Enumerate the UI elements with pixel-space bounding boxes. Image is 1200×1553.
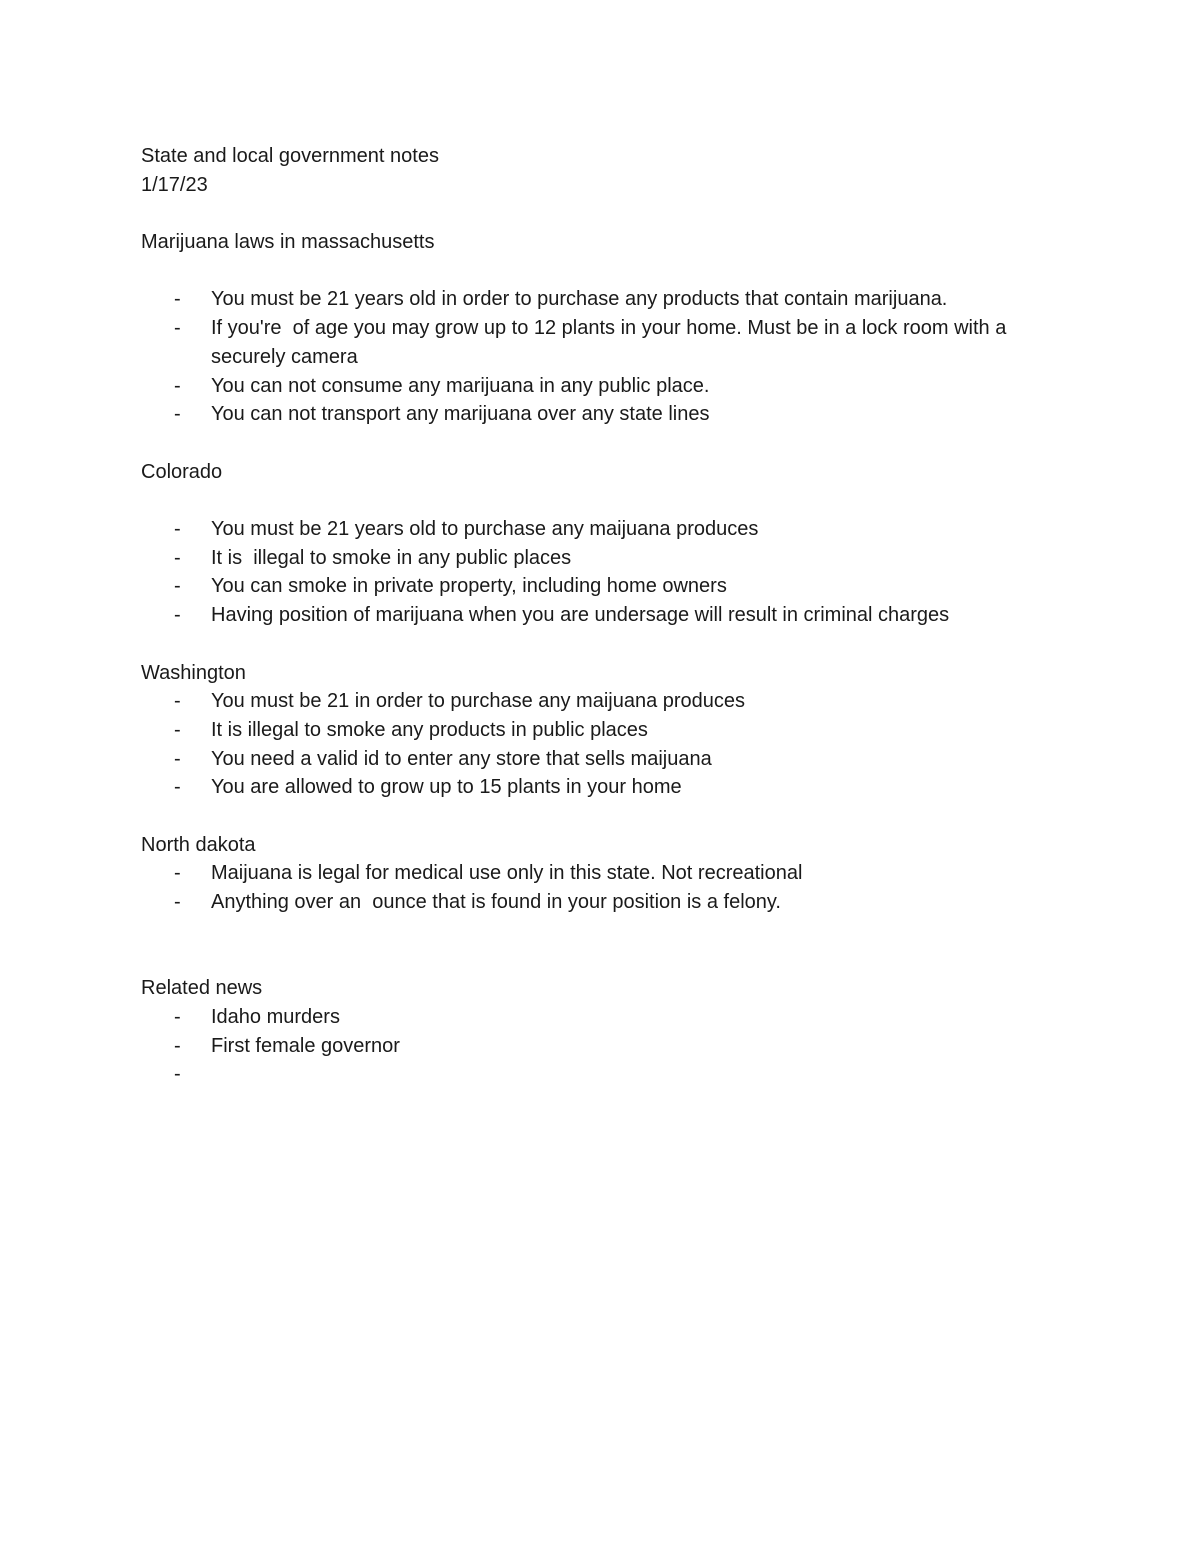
list-item-text: You can not consume any marijuana in any public place. [211,374,710,397]
list-item [141,314,1081,371]
list-item [141,1032,1081,1061]
document-title: State and local government notes [141,145,439,167]
bullet-dash: - [174,518,181,541]
list-item [141,745,1081,774]
bullet-dash: - [174,1034,181,1057]
bullet-dash: - [174,862,181,885]
list-item-text: Anything over an ounce that is found in your position is a felony. [211,891,781,914]
bullet-dash: - [174,1005,181,1028]
list-item-text: You can not transport any marijuana over any state lines [211,403,710,426]
bullet-dash: - [174,690,181,713]
list-item [141,716,1081,745]
list-item [141,687,1081,716]
list-item [141,285,1081,314]
list-item-text: You must be 21 in order to purchase any maijuana produces [211,690,746,713]
spacer [141,257,1081,286]
list-item [141,515,1081,544]
list-item-text: You must be 21 years old to purchase any maijuana produces [211,518,759,541]
list-item [141,544,1081,573]
section-list-related-news [141,1003,1081,1089]
section-heading-related-news: Related news [141,977,263,1000]
bullet-dash: - [174,288,181,311]
list-item [141,400,1081,429]
section-heading-massachusetts: Marijuana laws in massachusetts [141,231,435,254]
list-item-text: It is illegal to smoke any products in public places [211,718,648,741]
list-item [141,601,1081,630]
section-list-north-dakota [141,859,1081,916]
bullet-dash: - [174,1063,181,1086]
list-item [141,572,1081,601]
document-page [141,142,1081,1089]
section-heading-washington: Washington [141,661,246,684]
bullet-dash: - [174,317,181,340]
spacer [141,946,1081,975]
list-item-text: You need a valid id to enter any store that sells maijuana [211,747,712,770]
section-heading-north-dakota: North dakota [141,833,256,856]
section-heading-colorado: Colorado [141,460,223,483]
bullet-dash: - [174,403,181,426]
bullet-dash: - [174,575,181,598]
bullet-dash: - [174,891,181,914]
list-item [141,773,1081,802]
list-item-text: It is illegal to smoke in any public places [211,546,572,569]
list-item [141,1060,1081,1089]
list-item-text: You can smoke in private property, including home owners [211,575,727,598]
spacer [141,917,1081,946]
bullet-dash: - [174,718,181,741]
list-item-text: If you're of age you may grow up to 12 plants in your home. Must be in a lock room with a securely camera [211,317,1012,368]
spacer [141,802,1081,831]
spacer [141,429,1081,458]
section-list-washington [141,687,1081,802]
list-item [141,888,1081,917]
bullet-dash: - [174,546,181,569]
list-item-text: You are allowed to grow up to 15 plants in your home [211,776,682,799]
spacer [141,486,1081,515]
section-list-colorado [141,515,1081,630]
bullet-dash: - [174,747,181,770]
spacer [141,199,1081,228]
list-item [141,859,1081,888]
section-list-massachusetts [141,285,1081,429]
bullet-dash: - [174,604,181,627]
list-item-text: Idaho murders [211,1005,340,1028]
document-date: 1/17/23 [141,173,208,196]
list-item [141,1003,1081,1032]
list-item-text: First female governor [211,1034,400,1057]
bullet-dash: - [174,374,181,397]
bullet-dash: - [174,776,181,799]
list-item-text: You must be 21 years old in order to purchase any products that contain marijuana. [211,288,948,311]
list-item-text: Having position of marijuana when you are undersage will result in criminal charges [211,604,950,627]
spacer [141,630,1081,659]
list-item [141,372,1081,401]
list-item-text: Maijuana is legal for medical use only in this state. Not recreational [211,862,803,885]
